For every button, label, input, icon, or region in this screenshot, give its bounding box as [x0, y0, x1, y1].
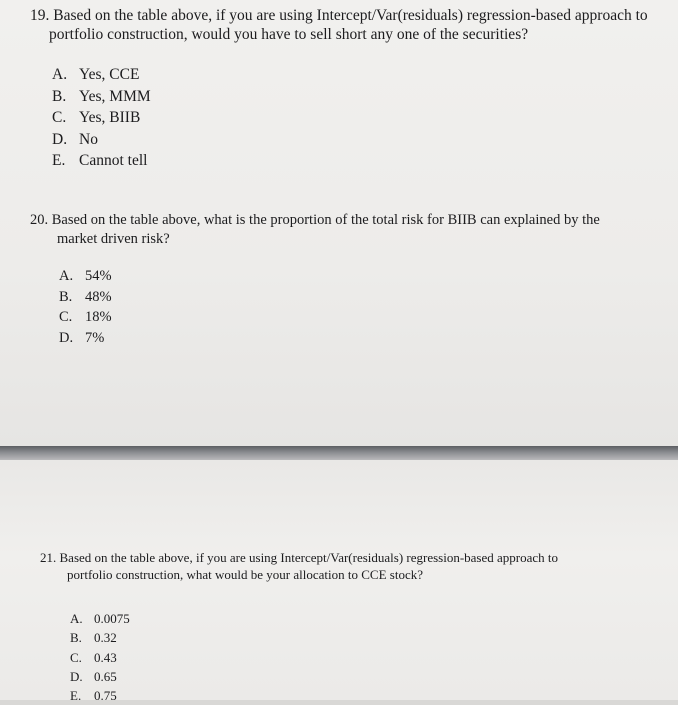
question-text-line1: Based on the table above, what is the proportion of the total risk for BIIB can explained by the	[51, 212, 600, 228]
option-d	[59, 328, 112, 349]
option-text: 54%	[85, 268, 112, 284]
option-b	[70, 628, 130, 647]
option-text: 48%	[85, 288, 112, 305]
option-letter: A.	[59, 268, 74, 284]
option-a	[59, 266, 112, 287]
option-letter: A.	[52, 66, 68, 83]
page-fold-seam	[0, 446, 678, 460]
option-letter: B.	[70, 630, 82, 646]
option-d	[52, 129, 151, 151]
option-text: 18%	[85, 309, 112, 325]
option-e	[70, 686, 130, 705]
question-21-text	[40, 549, 558, 583]
option-text: No	[79, 130, 98, 148]
option-text: 0.43	[94, 649, 117, 665]
question-text-line1: Based on the table above, if you are using Intercept/Var(residuals) regression-based approach to	[53, 7, 648, 24]
option-letter: E.	[70, 688, 82, 704]
option-text: Yes, BIIB	[79, 109, 141, 126]
question-number: 20.	[30, 212, 49, 228]
question-20-text	[30, 211, 600, 249]
question-text-line2: market driven risk?	[57, 231, 170, 247]
option-text: 0.65	[94, 668, 117, 684]
option-a	[70, 609, 130, 628]
question-19-options	[52, 64, 151, 172]
option-text: 0.75	[94, 688, 117, 704]
question-number: 21.	[40, 550, 57, 565]
option-a	[52, 64, 151, 86]
question-text-line2: portfolio construction, what would be your allocation to CCE stock?	[67, 567, 423, 582]
option-text: 7%	[85, 329, 105, 346]
option-text: Cannot tell	[79, 152, 148, 169]
option-letter: A.	[70, 611, 83, 626]
option-d	[70, 667, 130, 686]
option-c	[52, 107, 151, 129]
option-text: 0.32	[94, 630, 117, 646]
question-20-options	[59, 266, 112, 348]
question-21-options	[70, 609, 130, 705]
option-letter: C.	[70, 649, 82, 665]
question-19-text	[30, 6, 648, 44]
option-e	[52, 150, 151, 172]
option-letter: D.	[70, 668, 83, 684]
question-number: 19.	[30, 7, 50, 24]
option-letter: D.	[59, 329, 74, 346]
option-letter: D.	[52, 130, 68, 148]
question-text-line1: Based on the table above, if you are using Intercept/Var(residuals) regression-based approach to	[59, 550, 559, 565]
option-b	[59, 287, 112, 308]
option-text: 0.0075	[94, 611, 130, 626]
question-text-line2: portfolio construction, would you have to sell short any one of the securities?	[49, 26, 529, 43]
option-letter: B.	[59, 288, 73, 305]
option-letter: C.	[59, 309, 73, 325]
option-c	[59, 307, 112, 328]
option-c	[70, 648, 130, 667]
option-letter: C.	[52, 109, 67, 126]
option-letter: E.	[52, 152, 66, 169]
option-b	[52, 86, 151, 108]
option-text: Yes, CCE	[79, 66, 140, 83]
option-text: Yes, MMM	[79, 87, 151, 105]
option-letter: B.	[52, 87, 67, 105]
